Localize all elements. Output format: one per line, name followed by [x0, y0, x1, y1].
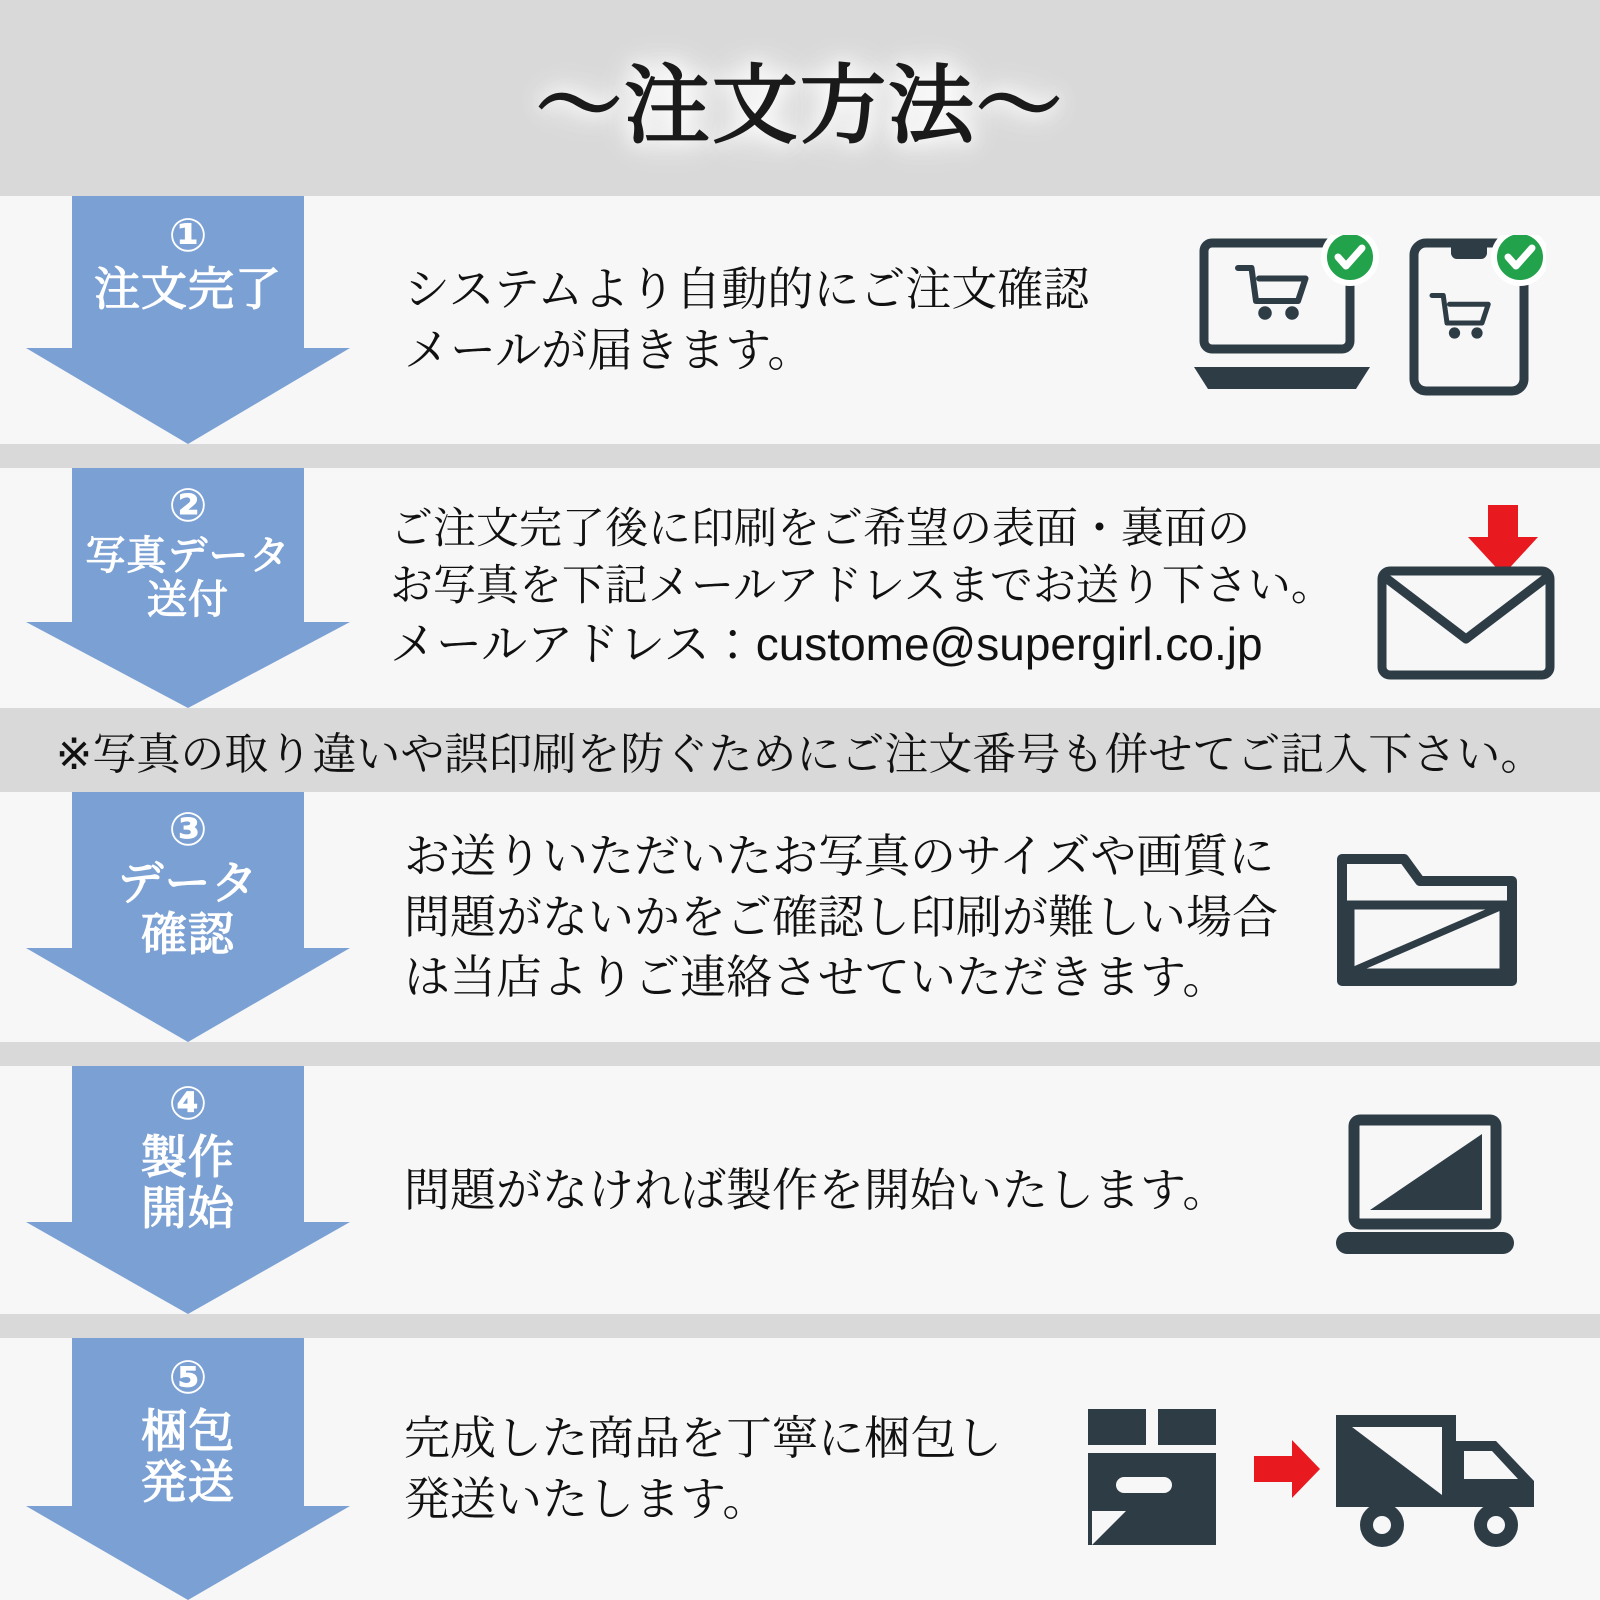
- step-row-2: [0, 468, 1600, 708]
- step-label-5a: 梱包: [141, 1404, 235, 1457]
- step-text-1: [330, 259, 1190, 380]
- box-icon: [1074, 1379, 1244, 1559]
- step-arrow-1: [0, 196, 330, 444]
- step-icons-2: [1370, 493, 1600, 683]
- step-label-4a: 製作: [141, 1130, 235, 1183]
- page-header: [0, 0, 1600, 196]
- step-label-4b: 開始: [141, 1182, 235, 1235]
- step-text-2: [330, 501, 1370, 675]
- row-divider: [0, 444, 1600, 468]
- note-band: [0, 708, 1600, 792]
- arrow-down-icon: [1468, 505, 1538, 575]
- step-label-3a: データ: [117, 856, 259, 909]
- step-label-5b: 発送: [141, 1456, 235, 1509]
- folder-icon: [1332, 837, 1522, 997]
- step-text-2-line1: ご注文完了後に印刷をご希望の表面・裏面の: [390, 504, 1250, 553]
- step-arrow-4: [0, 1066, 330, 1314]
- step-text-3-line3: は当店よりご連絡させていただきます。: [404, 951, 1229, 1004]
- step-text-3-line2: 問題がないかをご確認し印刷が難しい場合: [404, 890, 1278, 943]
- laptop-cart-check-icon: [1190, 235, 1380, 405]
- step-row-1: [0, 196, 1600, 444]
- note-text: ※写真の取り違いや誤印刷を防ぐためにご注文番号も併せてご記入下さい。: [55, 730, 1545, 779]
- step-text-3: [330, 826, 1332, 1008]
- step-text-5-line2: 発送いたします。: [404, 1473, 769, 1525]
- laptop-icon: [1330, 1110, 1520, 1270]
- envelope-download-icon: [1370, 493, 1560, 683]
- step-number-3: ③: [168, 803, 208, 855]
- step-label-2b: 送付: [147, 578, 229, 623]
- truck-icon: [1330, 1379, 1550, 1559]
- row-divider: [0, 1042, 1600, 1066]
- step-icons-5: [1074, 1379, 1600, 1559]
- step-text-1-line1: システムより自動的にご注文確認: [404, 263, 1090, 316]
- step-mail-address[interactable]: メールアドレス：custome@supergirl.co.jp: [390, 618, 1263, 671]
- step-icons-1: [1190, 235, 1600, 405]
- step-arrow-3: [0, 792, 330, 1042]
- step-text-5: [330, 1408, 1074, 1529]
- step-label-2a: 写真データ: [85, 533, 291, 578]
- step-text-4-line1: 問題がなければ製作を開始いたします。: [404, 1163, 1229, 1216]
- arrow-right-icon: [1250, 1434, 1324, 1504]
- step-row-5: [0, 1338, 1600, 1600]
- step-number-2: ②: [168, 479, 208, 531]
- row-divider: [0, 1314, 1600, 1338]
- step-arrow-5: [0, 1338, 330, 1600]
- step-arrow-2: [0, 468, 330, 708]
- step-text-1-line2: メールが届きます。: [404, 324, 814, 376]
- page-title: ～注文方法～: [536, 58, 1064, 154]
- step-number-1: ①: [168, 209, 208, 261]
- tablet-cart-check-icon: [1396, 235, 1546, 405]
- step-label-3b: 確認: [141, 908, 235, 961]
- step-number-4: ④: [168, 1077, 208, 1129]
- step-number-5: ⑤: [168, 1351, 208, 1403]
- step-label-1a: 注文完了: [94, 262, 282, 315]
- step-row-3: [0, 792, 1600, 1042]
- step-row-4: [0, 1066, 1600, 1314]
- step-text-3-line1: お送りいただいたお写真のサイズや画質に: [404, 829, 1275, 882]
- step-text-2-line2: お写真を下記メールアドレスまでお送り下さい。: [390, 561, 1334, 610]
- step-text-5-line1: 完成した商品を丁寧に梱包し: [404, 1412, 1002, 1465]
- step-icons-4: [1330, 1110, 1600, 1270]
- step-text-4: [330, 1160, 1330, 1221]
- step-icons-3: [1332, 837, 1600, 997]
